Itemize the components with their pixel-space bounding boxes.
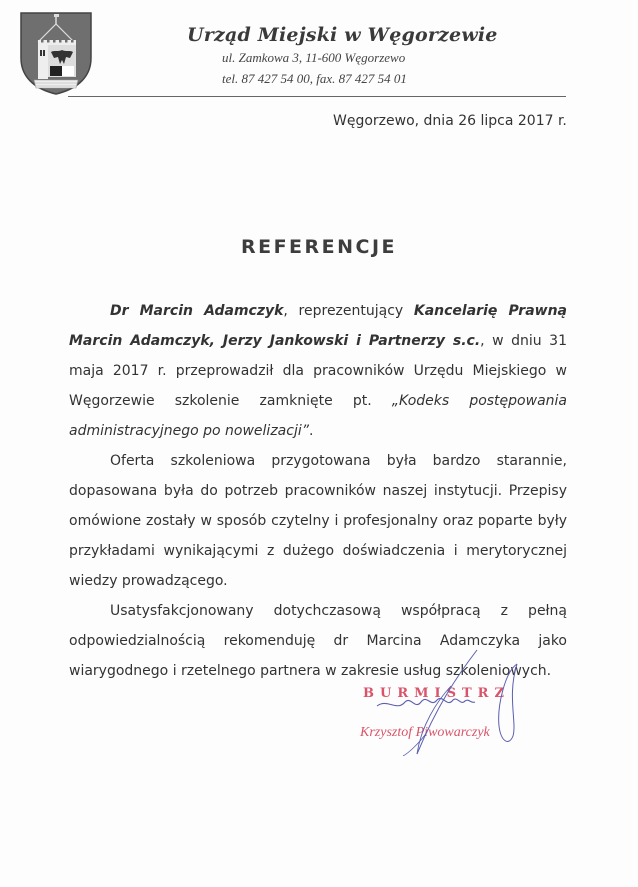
letter-body <box>69 296 567 686</box>
header-divider <box>68 96 566 97</box>
stamp-title: BURMISTRZ <box>363 686 510 701</box>
handwritten-signature <box>357 646 527 756</box>
paragraph-1-text-c: . <box>308 423 314 439</box>
document-title: REFERENCJE <box>240 236 398 258</box>
recipient-name: Dr Marcin Adamczyk <box>110 303 284 319</box>
paragraph-3: Usatysfakcjonowany dotychczasową współpracą z pełną odpowiedzialnością rekomenduję dr Marcina Adamczyka jako wiarygodnego i rzetelnego partnera w zakresie usług szkoleniowych. <box>69 603 567 679</box>
paragraph-1-text-b: , w dniu 31 maja 2017 r. przeprowadził dla pracowników Urzędu Miejskiego w Węgorzewie szkolenie zamknięte pt. <box>69 333 567 409</box>
institution-name: Urząd Miejski w Węgorzewie <box>187 24 498 46</box>
institution-address: ul. Zamkowa 3, 11-600 Węgorzewo <box>222 50 406 65</box>
paragraph-1-text-a: , reprezentujący <box>283 303 414 319</box>
institution-contact: tel. 87 427 54 00, fax. 87 427 54 01 <box>222 71 407 86</box>
paragraph-1 <box>69 296 567 446</box>
coat-of-arms-icon <box>18 10 94 96</box>
training-title: „Kodeks postępowania administracyjnego po nowelizacji” <box>69 393 567 439</box>
date-line: Węgorzewo, dnia 26 lipca 2017 r. <box>333 113 567 129</box>
signature-block <box>357 646 527 756</box>
stamp-name: Krzysztof Piwowarczyk <box>360 725 490 740</box>
law-firm-name: Kancelarię Prawną Marcin Adamczyk, Jerzy Jankowski i Partnerzy s.c. <box>69 303 568 349</box>
paragraph-2: Oferta szkoleniowa przygotowana była bardzo starannie, dopasowana była do potrzeb pracowników naszej instytucji. Przepisy omówione zostały w sposób czytelny i profesjonalny oraz poparte były przykładami wynikającymi z dużego doświadczenia i merytorycznej wiedzy prowadzącego. <box>69 453 567 589</box>
